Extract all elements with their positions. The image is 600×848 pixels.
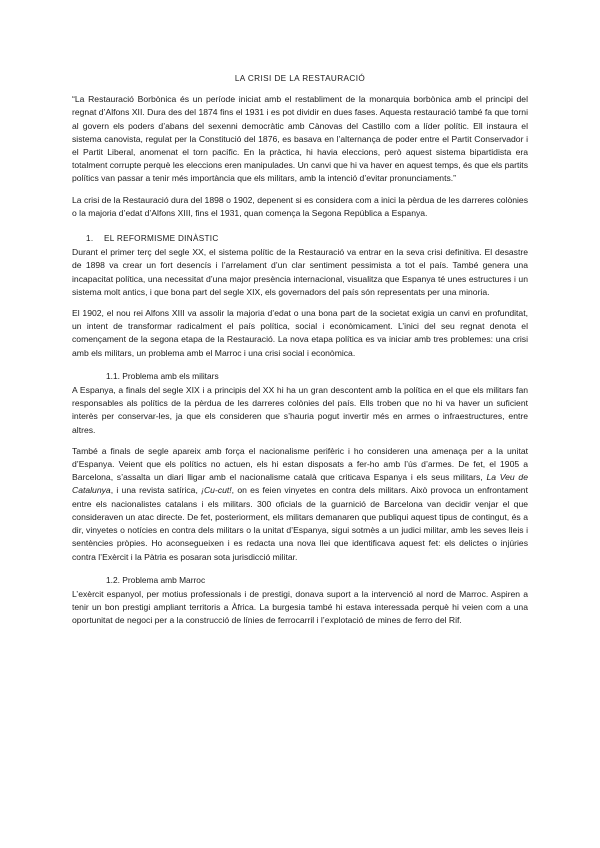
section-1-1-paragraph-2-part-c: , on es feien vinyetes en contra dels militars. Això provoca un enfrontament entre els nacionalistes catalans i els militars. 300 oficials de la guarnició de Barcelona van decidir venjar el que consideraven un atac directe. De fet, posteriorment, els militars demanaren que publiqui aquest tipus de contingut, és a dir, vinyetes o notícies en contra dels militars o la unitat d’Espanya, sigui sotmès a un judici militar, amb les seves lleis i sentències pròpies. Ho aconsegueixen i es redacta una nova llei que identificava aquest fet: els delictes o injúries contra l’Exèrcit i la Pàtria es posaran sota jurisdicció militar.: [72, 485, 528, 562]
section-1-1-paragraph-2-part-b: , i una revista satírica,: [110, 485, 202, 496]
la-veu-de-catalunya-title: La Veu de Catalunya: [72, 472, 528, 496]
intro-quote-paragraph: “La Restauració Borbònica és un període iniciat amb el restabliment de la monarquia borbònica amb el principi del regnat d’Alfons XII. Dura des del 1874 fins el 1931 i es pot dividir en dues fases. Aquesta restauració també fa que torni al govern els poders d’abans del sexenni democràtic amb Cànovas del Castillo com a líder polític. Ell instaura el sistema canovista, regulat per la Constitució del 1876, es basava en l’alternança de poder entre el Partit Conservador i el Partit Liberal, anomenat el torn pacífic. En la pràctica, hi havia eleccions, però aquest sistema bipartidista era totalment corrupte perquè les eleccions eren manipulades. Un canvi que hi va haver en aquest temps, és que els partits polítics van passar a tenir més importància que els militars, amb la intenció d’evitar pronunciaments.”: [72, 94, 528, 184]
section-1-paragraph-1: Durant el primer terç del segle XX, el sistema polític de la Restauració va entrar en la seva crisi definitiva. El desastre de 1898 va crear un fort desencís i l’arrelament d’un clar sentiment pessimista a tot el país. També genera una incapacitat política, una necessitat d’una major presència internacional, visualitza que Espanya té unes estructures i un sistema molt antics, i que bona part del segle XIX, els governadors del país són representats per una minoria.: [72, 247, 528, 297]
section-1-1-heading: 1.1. Problema amb els militars: [106, 370, 219, 381]
section-1-1-paragraph-1: A Espanya, a finals del segle XIX i a principis del XX hi ha un gran descontent amb la política en el que els militars fan responsables als polítics de la pèrdua de les darreres colònies del país. Ells troben que no hi va haver un suficient interès per conservar-les, ja que els consideren que s’hauria pogut invertir més en armes o infraestructures, entre altres.: [72, 385, 528, 435]
section-1-2-paragraph-1: L’exèrcit espanyol, per motius professionals i de prestigi, donava suport a la intervenció al nord de Marroc. Aspiren a tenir un bon prestigi ampliant territoris a Àfrica. La burgesia també hi estava interessada perquè hi veien com a una oportunitat de negoci per a la construcció de línies de ferrocarril i l’explotació de mines de ferro del Rif.: [72, 588, 528, 626]
section-1-2-heading: 1.2. Problema amb Marroc: [106, 574, 206, 585]
section-1-1-paragraph-2-part-a: També a finals de segle apareix amb força el nacionalisme perifèric i ho consideren una amenaça per a la unitat d’Espanya. Veient que els polítics no actuen, els hi estan disposats a fer-ho amb l’ús d’armes. De fet, el 1905 a Barcelona, s’assalta un diari lligar amb el nacionalisme català que criticava Espanya i els seus militars,: [72, 445, 528, 483]
intro-crisis-paragraph: La crisi de la Restauració dura del 1898 o 1902, depenent si es considera com a inici la pèrdua de les darreres colònies o la majoria d’edat d’Alfons XIII, fins el 1931, quan comença la Segona República a Espanya.: [72, 194, 528, 218]
section-1-heading: [86, 232, 528, 245]
section-1-title: EL REFORMISME DINÀSTIC: [104, 234, 219, 244]
section-1-1-paragraph-2: [72, 445, 528, 564]
document-title: LA CRISI DE LA RESTAURACIÓ: [234, 74, 366, 83]
section-1-paragraph-2: El 1902, el nou rei Alfons XIII va assolir la majoria d’edat o una bona part de la societat exigia un canvi en profunditat, un intent de transformar radicalment el país política, social i econòmicament. L’inici del seu regnat denota el començament de la segona etapa de la Restauració. La nova etapa política es va iniciar amb tres problemes: una crisi amb els militars, un problema amb el Marroc i una crisi social i econòmica.: [72, 308, 528, 358]
cu-cut-title: ¡Cu-cut!: [201, 485, 232, 496]
section-1-number: 1.: [86, 234, 94, 244]
